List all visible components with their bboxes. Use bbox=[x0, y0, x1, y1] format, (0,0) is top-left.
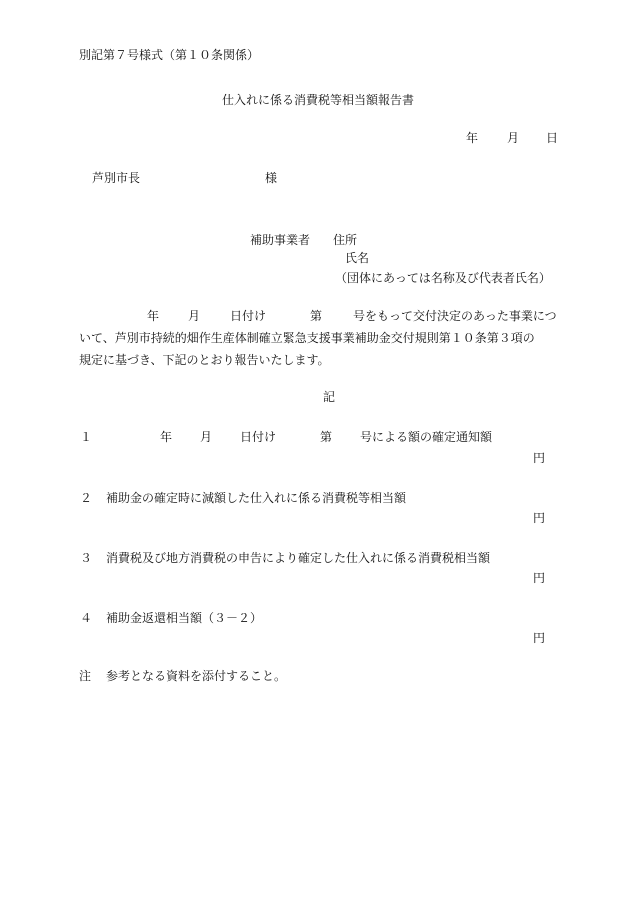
note-label: 注 bbox=[79, 669, 92, 683]
item-number: ３ bbox=[80, 551, 93, 565]
note-text: 参考となる資料を添付すること。 bbox=[106, 669, 287, 683]
body-year: 年 bbox=[147, 309, 160, 323]
item-label: 消費税及び地方消費税の申告により確定した仕入れに係る消費税相当額 bbox=[106, 551, 491, 565]
date-month: 月 bbox=[507, 131, 520, 145]
addressee-name: 芦別市長 bbox=[92, 171, 141, 185]
item-unit: 円 bbox=[533, 511, 546, 525]
item-unit: 円 bbox=[533, 451, 546, 465]
body-sentence-2: いて、芦別市持続的畑作生産体制確立緊急支援事業補助金交付規則第１０条第３項の bbox=[79, 331, 535, 345]
item-number: １ bbox=[80, 430, 93, 444]
item-label: 号による額の確定通知額 bbox=[360, 430, 493, 444]
applicant-role: 補助事業者 bbox=[250, 233, 311, 247]
name-label: 氏名 bbox=[345, 251, 370, 265]
item-unit: 円 bbox=[533, 571, 546, 585]
body-month: 月 bbox=[188, 309, 201, 323]
date-year: 年 bbox=[466, 131, 479, 145]
form-number: 別記第７号様式（第１０条関係） bbox=[79, 48, 260, 62]
item-no-prefix: 第 bbox=[320, 430, 333, 444]
body-sentence-1: 号をもって交付決定のあった事業につ bbox=[353, 309, 557, 323]
body-date-suffix: 日付け bbox=[230, 309, 267, 323]
item-label: 補助金返還相当額（３－２） bbox=[106, 611, 263, 625]
item-number: ２ bbox=[80, 491, 93, 505]
body-no-prefix: 第 bbox=[310, 309, 323, 323]
document-title: 仕入れに係る消費税等相当額報告書 bbox=[222, 93, 415, 107]
address-label: 住所 bbox=[333, 233, 358, 247]
item-label: 補助金の確定時に減額した仕入れに係る消費税等相当額 bbox=[106, 491, 407, 505]
item-number: ４ bbox=[80, 611, 93, 625]
item-year: 年 bbox=[160, 430, 173, 444]
item-month: 月 bbox=[200, 430, 213, 444]
date-day: 日 bbox=[546, 131, 559, 145]
addressee-honorific: 様 bbox=[265, 171, 278, 185]
item-unit: 円 bbox=[533, 631, 546, 645]
applicant-note: （団体にあっては名称及び代表者氏名） bbox=[335, 271, 551, 285]
item-date-suffix: 日付け bbox=[240, 430, 277, 444]
ki-heading: 記 bbox=[323, 390, 336, 404]
body-sentence-3: 規定に基づき、下記のとおり報告いたします。 bbox=[79, 353, 330, 367]
